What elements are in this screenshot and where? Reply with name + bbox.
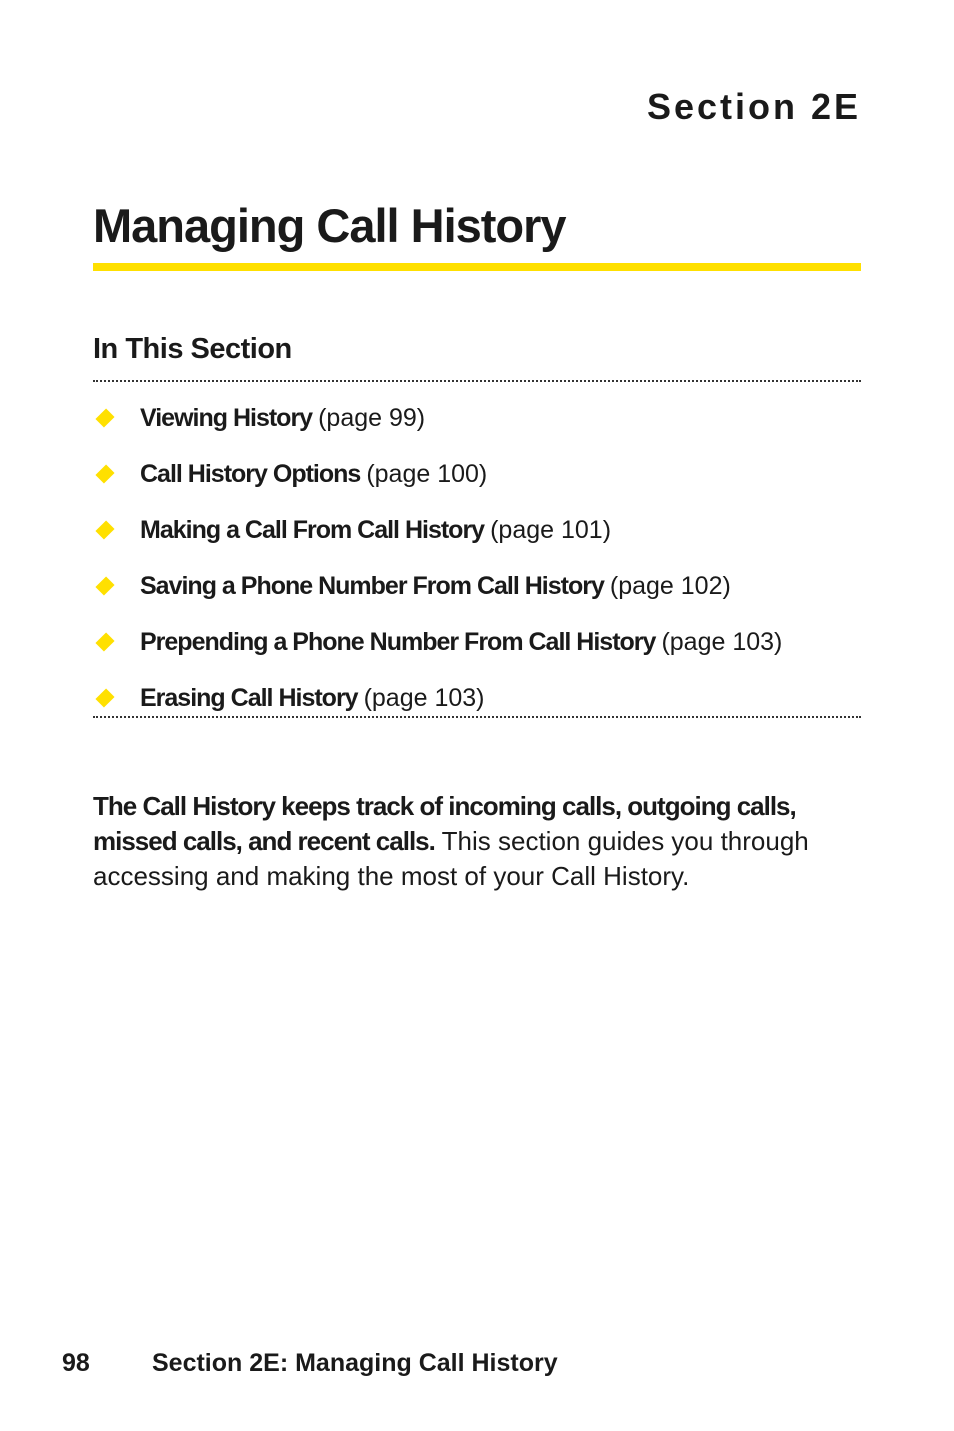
toc-item-page: (page 100) xyxy=(366,459,488,488)
section-contents-list xyxy=(93,390,861,726)
page-footer xyxy=(62,1349,558,1378)
toc-item-page: (page 103) xyxy=(363,683,485,712)
toc-item-call-history-options[interactable] xyxy=(93,446,861,502)
toc-item-page: (page 99) xyxy=(318,403,426,432)
diamond-bullet-icon xyxy=(95,464,114,483)
page-title: Managing Call History xyxy=(93,199,566,252)
toc-item-title: Call History Options xyxy=(140,459,361,488)
title-underline-rule xyxy=(93,263,861,271)
diamond-bullet-icon xyxy=(95,632,114,651)
intro-paragraph xyxy=(93,789,861,894)
diamond-bullet-icon xyxy=(95,576,114,595)
footer-page-number: 98 xyxy=(62,1349,90,1377)
toc-item-page: (page 101) xyxy=(490,515,612,544)
toc-item-saving-a-phone-number[interactable] xyxy=(93,558,861,614)
diamond-bullet-icon xyxy=(95,520,114,539)
dotted-divider-bottom xyxy=(93,716,861,718)
toc-item-making-a-call[interactable] xyxy=(93,502,861,558)
diamond-bullet-icon xyxy=(95,688,114,707)
intro-body-text: This section guides you through accessing and making the most of your Call History. xyxy=(93,826,809,891)
toc-item-title: Viewing History xyxy=(140,403,313,432)
footer-running-title: Section 2E: Managing Call History xyxy=(152,1349,558,1377)
toc-item-viewing-history[interactable] xyxy=(93,390,861,446)
toc-item-prepending-a-phone-number[interactable] xyxy=(93,614,861,670)
toc-item-page: (page 103) xyxy=(661,627,783,656)
in-this-section-heading: In This Section xyxy=(93,333,292,365)
toc-item-title: Prepending a Phone Number From Call History xyxy=(140,627,656,656)
toc-item-title: Saving a Phone Number From Call History xyxy=(140,571,604,600)
dotted-divider-top xyxy=(93,380,861,382)
toc-item-title: Making a Call From Call History xyxy=(140,515,485,544)
toc-item-title: Erasing Call History xyxy=(140,683,358,712)
intro-lead-sentence: The Call History keeps track of incoming calls, outgoing calls, missed calls, and recent calls. xyxy=(93,791,796,856)
section-label: Section 2E xyxy=(646,86,861,127)
diamond-bullet-icon xyxy=(95,408,114,427)
toc-item-page: (page 102) xyxy=(609,571,731,600)
